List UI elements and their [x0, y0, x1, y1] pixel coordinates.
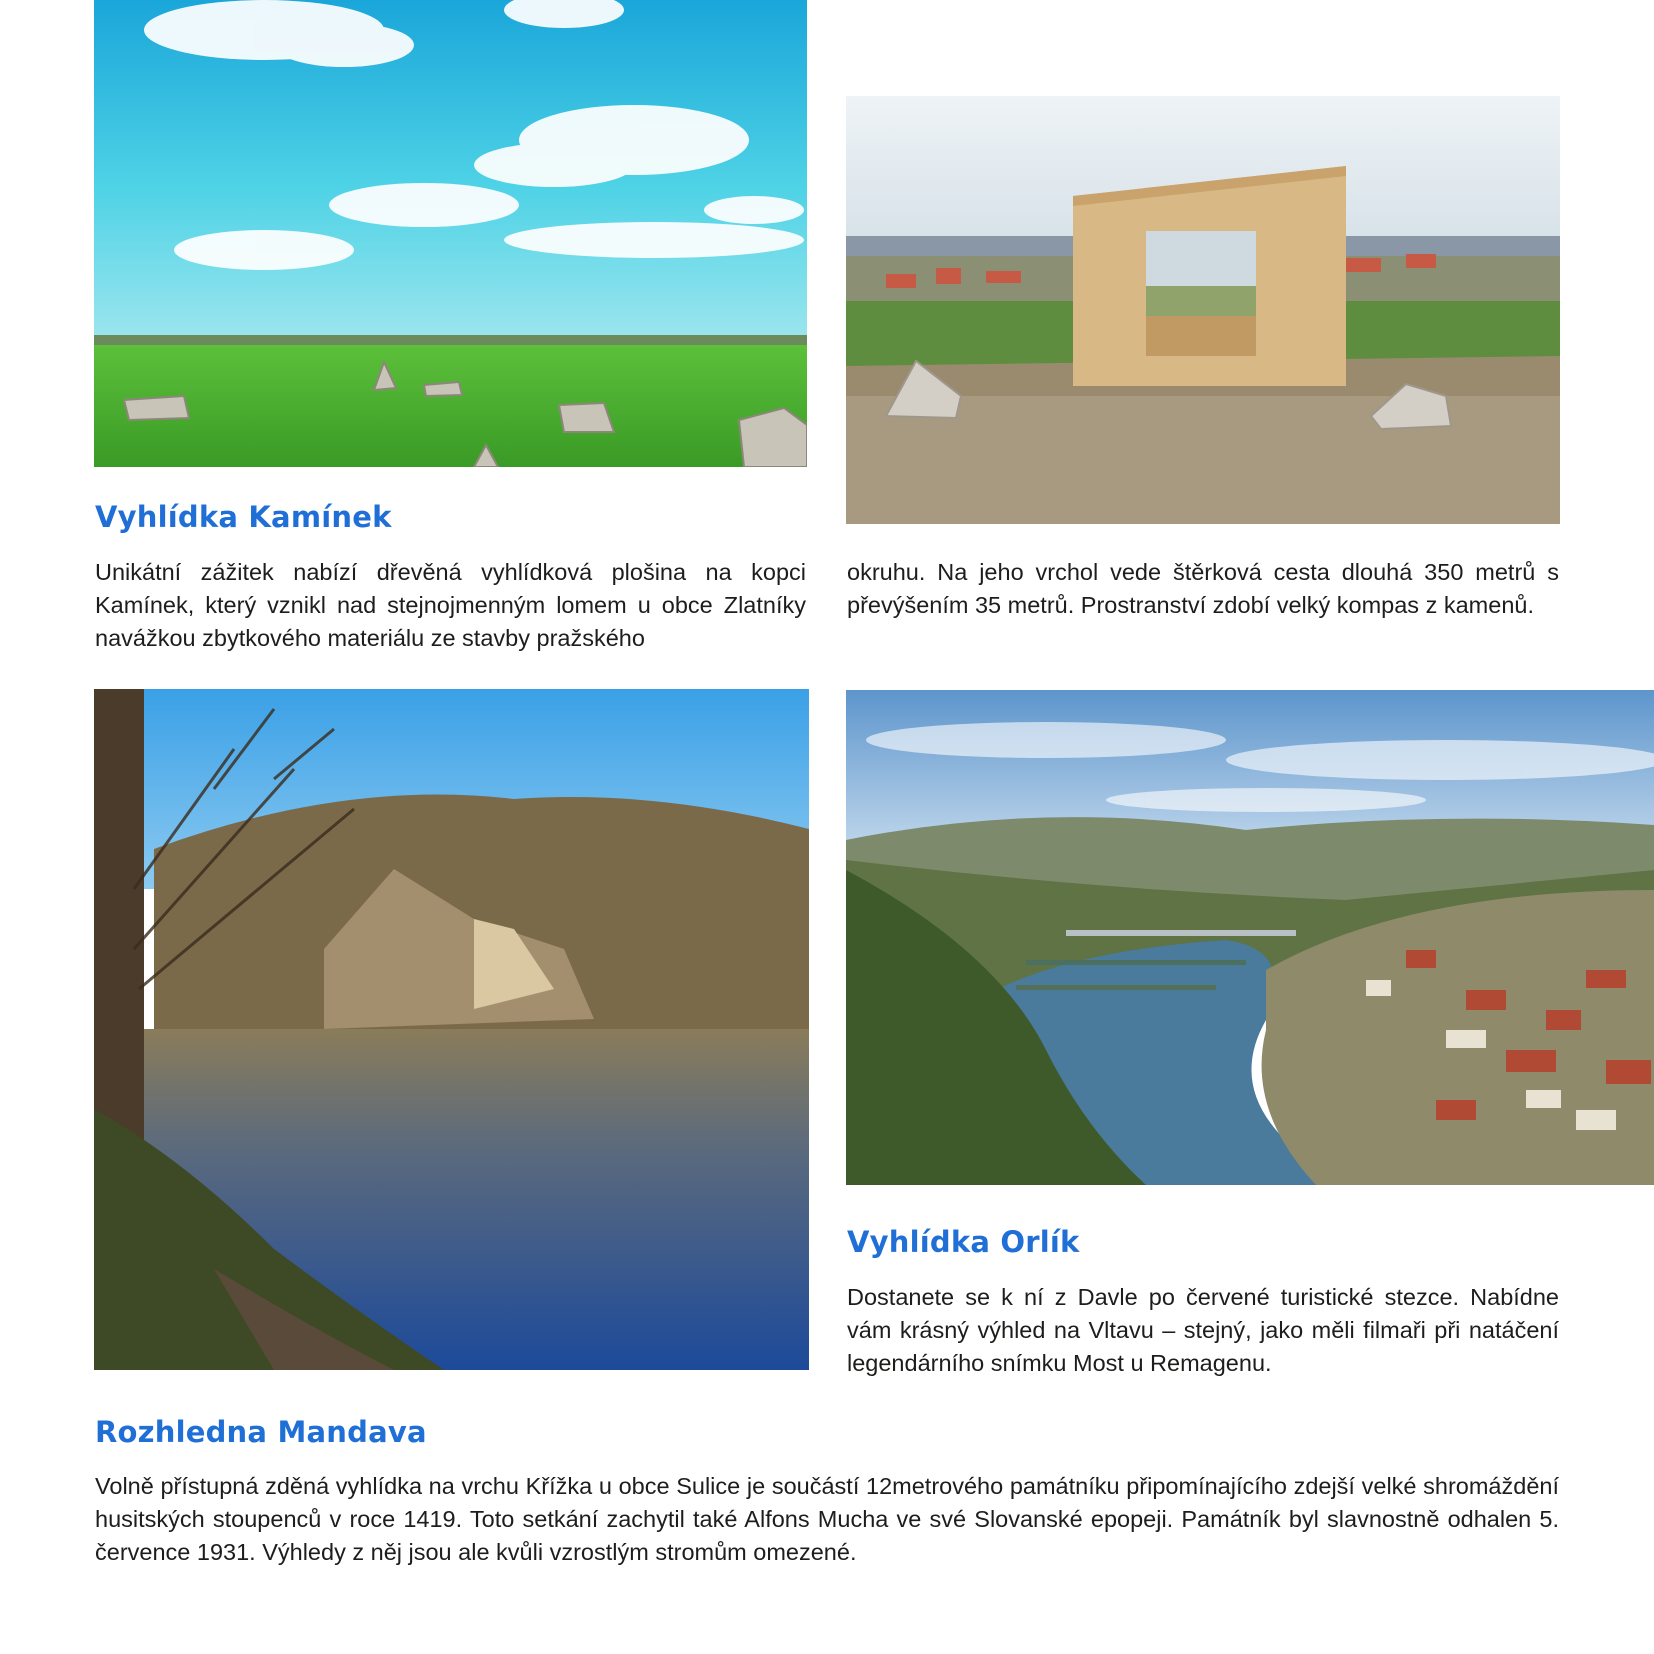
text-kaminek-column-1: Unikátní zážitek nabízí dřevěná vyhlídková plošina na kopci Kamínek, který vznikl nad stejnojmenným lomem u obce Zlatníky navážkou zbytkového materiálu ze stavby pražského [95, 559, 806, 651]
photo-mandava-river [94, 689, 809, 1370]
photo-kaminek-meadow [94, 0, 807, 467]
text-orlik: Dostanete se k ní z Davle po červené turistické stezce. Nabídne vám krásný výhled na Vltavu – stejný, jako měli filmaři při natáčení legendárního snímku Most u Remagenu. [847, 1284, 1559, 1376]
heading-vyhlidka-orlik: Vyhlídka Orlík [847, 1225, 1080, 1259]
photo-orlik-valley [846, 690, 1654, 1185]
text-mandava: Volně přístupná zděná vyhlídka na vrchu Křížka u obce Sulice je součástí 12metrového památníku připomínajícího zdejší velké shromáždění husitských stoupenců v roce 1419. Toto setkání zachytil také Alfons Mucha ve své Slovanské epopeji. Památník byl slavnostně odhalen 5. července 1931. Výhledy z něj jsou ale kvůli vzrostlým stromům omezené. [95, 1473, 1559, 1565]
heading-vyhlidka-kaminek: Vyhlídka Kamínek [95, 500, 392, 534]
heading-rozhledna-mandava: Rozhledna Mandava [95, 1415, 427, 1449]
text-kaminek-column-2: okruhu. Na jeho vrchol vede štěrková cesta dlouhá 350 metrů s převýšením 35 metrů. Prostranství zdobí velký kompas z kamenů. [847, 559, 1559, 618]
photo-kaminek-wooden-platform [846, 96, 1560, 524]
